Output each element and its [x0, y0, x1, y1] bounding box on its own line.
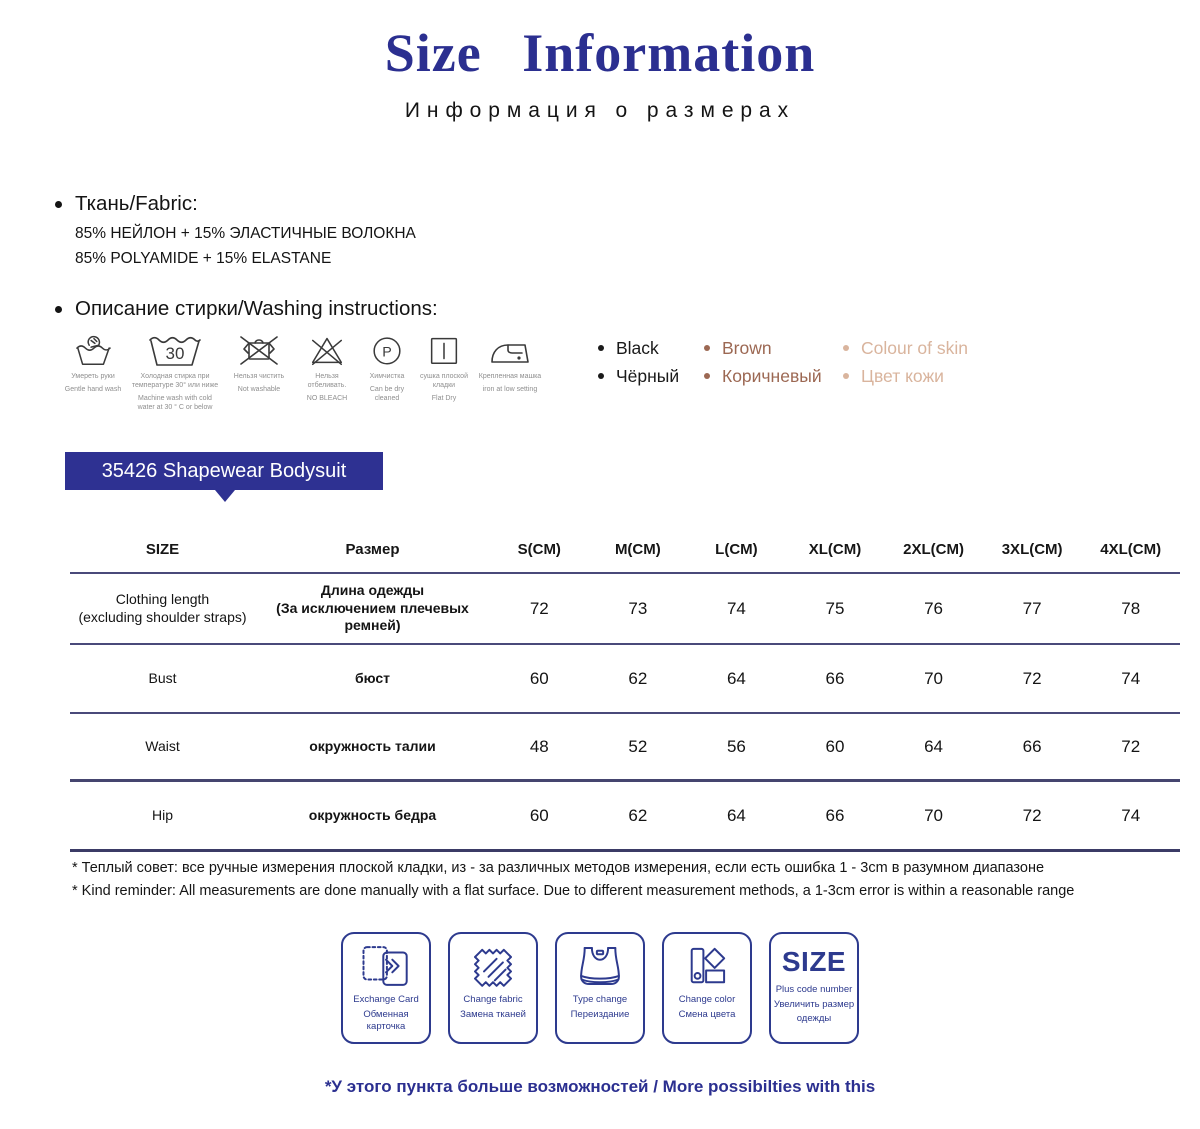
color-dot-icon — [598, 345, 604, 351]
color-name-en: Colour of skin — [861, 337, 968, 358]
bullet-icon — [55, 201, 62, 208]
type-change-icon — [573, 940, 627, 992]
card-caption-en: Plus code number — [775, 984, 853, 995]
note-ru: * Теплый совет: все ручные измерения плоской кладки, из - за различных методов измерения, если есть ошибка 1 - 3cm в разумном диапазоне — [72, 860, 1045, 876]
color-black-ru-row — [598, 362, 679, 390]
change-color-icon — [680, 940, 734, 992]
feature-card-type-change — [555, 932, 645, 1044]
row-label-ru: окружность бедра — [308, 806, 437, 823]
row-label-en: Bust — [148, 669, 177, 686]
product-title-banner: 35426 Shapewear Bodysuit — [65, 452, 383, 490]
color-option-skin — [843, 334, 968, 390]
washing-item-flat-dry — [416, 326, 472, 403]
col-header: 3XL(CM) — [1001, 540, 1063, 558]
col-header: M(CM) — [614, 540, 661, 558]
card-caption-en: Exchange Card — [353, 994, 419, 1005]
color-option-black — [598, 334, 679, 390]
banner-tail-icon — [215, 490, 235, 502]
size-text: SIZE — [781, 946, 847, 977]
fabric-composition-ru: 85% НЕЙЛОН + 15% ЭЛАСТИЧНЫЕ ВОЛОКНА — [75, 225, 416, 242]
size-value: 64 — [924, 736, 944, 756]
card-caption-en: Change color — [678, 994, 736, 1005]
table-row-bust — [70, 645, 1180, 714]
washing-item-machine-wash-30 — [128, 326, 222, 412]
washing-label-text: Описание стирки/Washing instructions: — [75, 297, 438, 320]
size-value: 74 — [1121, 668, 1141, 688]
size-value: 64 — [726, 805, 746, 825]
card-caption-ru: Смена цвета — [678, 1008, 736, 1020]
flat-dry-icon — [425, 332, 463, 368]
row-label-ru — [255, 582, 490, 635]
card-caption-en: Change fabric — [463, 994, 523, 1005]
card-caption-ru2: одежды — [796, 1013, 832, 1024]
wash-temp-label: 30 — [165, 344, 185, 363]
color-dot-icon — [598, 373, 604, 379]
bullet-icon — [55, 306, 62, 313]
row-label-en: Waist — [145, 737, 180, 754]
wash-caption-ru: Умереть руки — [71, 373, 115, 380]
col-header: L(CM) — [715, 540, 758, 558]
row-label-ru: окружность талии — [309, 737, 436, 754]
col-header: Размер — [345, 540, 400, 558]
washing-item-iron-low — [472, 326, 548, 394]
size-value: 60 — [529, 805, 549, 825]
size-value: 74 — [1121, 805, 1141, 825]
size-value: 74 — [726, 598, 746, 618]
row-label-ru-line1: Длина одежды — [320, 582, 425, 599]
feature-card-size-plus — [769, 932, 859, 1044]
row-label-ru-line2: (За исключением плечевых ремней) — [276, 599, 469, 634]
washing-item-do-not-wring — [222, 326, 296, 394]
machine-wash-30-icon — [147, 328, 203, 368]
feature-cards-row — [0, 932, 1200, 1044]
color-brown-ru-row — [704, 362, 822, 390]
color-name-en: Brown — [722, 337, 772, 358]
size-value: 66 — [1022, 736, 1042, 756]
col-header: SIZE — [145, 540, 180, 558]
wash-caption-ru: Крепленная машка — [478, 373, 542, 380]
washing-icons-row — [58, 326, 548, 412]
card-caption-ru: Обменная карточка — [363, 1008, 409, 1032]
card-caption-ru: Замена тканей — [460, 1008, 526, 1020]
color-dot-icon — [704, 373, 710, 379]
table-row-clothing-length — [70, 574, 1180, 645]
machine-wash-30-iconbox — [147, 326, 203, 368]
dry-clean-letter: P — [382, 344, 392, 361]
wash-caption-en: Not washable — [237, 386, 281, 393]
washing-section-label — [55, 297, 438, 321]
size-value: 73 — [628, 598, 648, 618]
fabric-section-label — [55, 192, 198, 216]
size-value: 72 — [1121, 736, 1141, 756]
size-value: 62 — [628, 668, 648, 688]
do-not-wring-iconbox — [238, 326, 280, 368]
size-value: 70 — [924, 805, 944, 825]
size-value: 64 — [726, 668, 746, 688]
wash-caption-en: Machine wash with cold water at 30 ° C or below — [137, 395, 213, 411]
wash-caption-en: iron at low setting — [482, 386, 538, 393]
color-dot-icon — [704, 345, 710, 351]
note-en: * Kind reminder: All measurements are done manually with a flat surface. Due to different measurement methods, a 1-3cm error is within a reasonable range — [72, 882, 1075, 899]
hand-wash-iconbox — [72, 326, 114, 368]
do-not-wring-icon — [238, 332, 280, 368]
size-value: 56 — [726, 736, 746, 756]
exchange-card-icon — [359, 940, 413, 992]
wash-caption-ru: сушка плоской кладки — [420, 373, 468, 389]
size-value: 72 — [1022, 805, 1042, 825]
color-dot-icon — [843, 345, 849, 351]
row-label-en: Hip — [151, 806, 173, 823]
card-caption-ru: Переиздание — [570, 1008, 630, 1020]
wash-caption-en: NO BLEACH — [306, 395, 348, 402]
size-table — [70, 528, 1180, 852]
iron-low-iconbox — [488, 326, 532, 368]
size-value: 72 — [529, 598, 549, 618]
size-value: 48 — [529, 736, 549, 756]
measurement-notes — [72, 857, 1187, 902]
col-header: S(CM) — [517, 540, 561, 558]
card-caption-en: Type change — [572, 994, 628, 1005]
size-value: 52 — [628, 736, 648, 756]
wash-caption-ru: Холодная стирка при температуре 30° или ниже — [131, 373, 219, 389]
color-name-en: Black — [616, 337, 659, 358]
fabric-composition — [75, 222, 416, 271]
col-header: 2XL(CM) — [903, 540, 964, 558]
card-caption-ru: Увеличить размер — [773, 998, 855, 1010]
feature-card-change-fabric — [448, 932, 538, 1044]
iron-low-icon — [488, 332, 532, 368]
size-value: 70 — [924, 668, 944, 688]
color-name-ru: Цвет кожи — [861, 365, 944, 386]
color-dot-icon — [843, 373, 849, 379]
wash-caption-en: Flat Dry — [431, 395, 457, 402]
size-value: 77 — [1022, 598, 1042, 618]
feature-card-exchange — [341, 932, 431, 1044]
size-value: 66 — [825, 805, 845, 825]
change-fabric-icon — [466, 940, 520, 992]
page-title: Size Information — [384, 23, 816, 83]
row-label-en-line2: (excluding shoulder straps) — [78, 608, 247, 625]
do-not-bleach-icon — [307, 332, 347, 368]
feature-card-change-color — [662, 932, 752, 1044]
washing-item-hand-wash — [58, 326, 128, 394]
color-brown-en-row — [704, 334, 822, 362]
wash-caption-ru: Химчистка — [369, 373, 405, 380]
size-value: 78 — [1121, 598, 1141, 618]
fabric-label-text: Ткань/Fabric: — [75, 192, 198, 215]
color-option-brown — [704, 334, 822, 390]
size-value: 72 — [1022, 668, 1042, 688]
hand-wash-icon — [72, 332, 114, 368]
dry-clean-icon — [368, 332, 406, 368]
size-value: 76 — [924, 598, 944, 618]
wash-caption-ru: Нельзя отбеливать. — [307, 373, 347, 389]
size-value: 60 — [529, 668, 549, 688]
do-not-bleach-iconbox — [307, 326, 347, 368]
wash-caption-ru: Нельзя чистить — [233, 373, 285, 380]
size-value: 60 — [825, 736, 845, 756]
wash-caption-en: Can be dry cleaned — [369, 386, 405, 402]
col-header: 4XL(CM) — [1100, 540, 1162, 558]
size-value: 66 — [825, 668, 845, 688]
dry-clean-iconbox — [368, 326, 406, 368]
color-name-ru: Коричневый — [722, 365, 822, 386]
row-label-en — [70, 591, 255, 626]
color-skin-ru-row — [843, 362, 968, 390]
fabric-composition-en: 85% POLYAMIDE + 15% ELASTANE — [75, 249, 332, 267]
row-label-ru: бюст — [354, 669, 391, 686]
wash-caption-en: Gentle hand wash — [64, 386, 122, 393]
size-table-header-row — [70, 528, 1180, 574]
size-value: 62 — [628, 805, 648, 825]
color-name-ru: Чёрный — [616, 365, 680, 386]
more-possibilities-note: *У этого пункта больше возможностей / More possibilties with this — [324, 1077, 876, 1096]
size-value: 75 — [825, 598, 845, 618]
row-label-en-line1: Clothing length — [115, 591, 210, 607]
table-row-hip — [70, 782, 1180, 852]
washing-item-do-not-bleach — [296, 326, 358, 403]
color-black-en-row — [598, 334, 679, 362]
table-row-waist — [70, 714, 1180, 782]
color-skin-en-row — [843, 334, 968, 362]
flat-dry-iconbox — [425, 326, 463, 368]
col-header: XL(CM) — [808, 540, 862, 558]
washing-item-dry-clean — [358, 326, 416, 403]
page-subtitle: Информация о размерах — [404, 99, 796, 122]
